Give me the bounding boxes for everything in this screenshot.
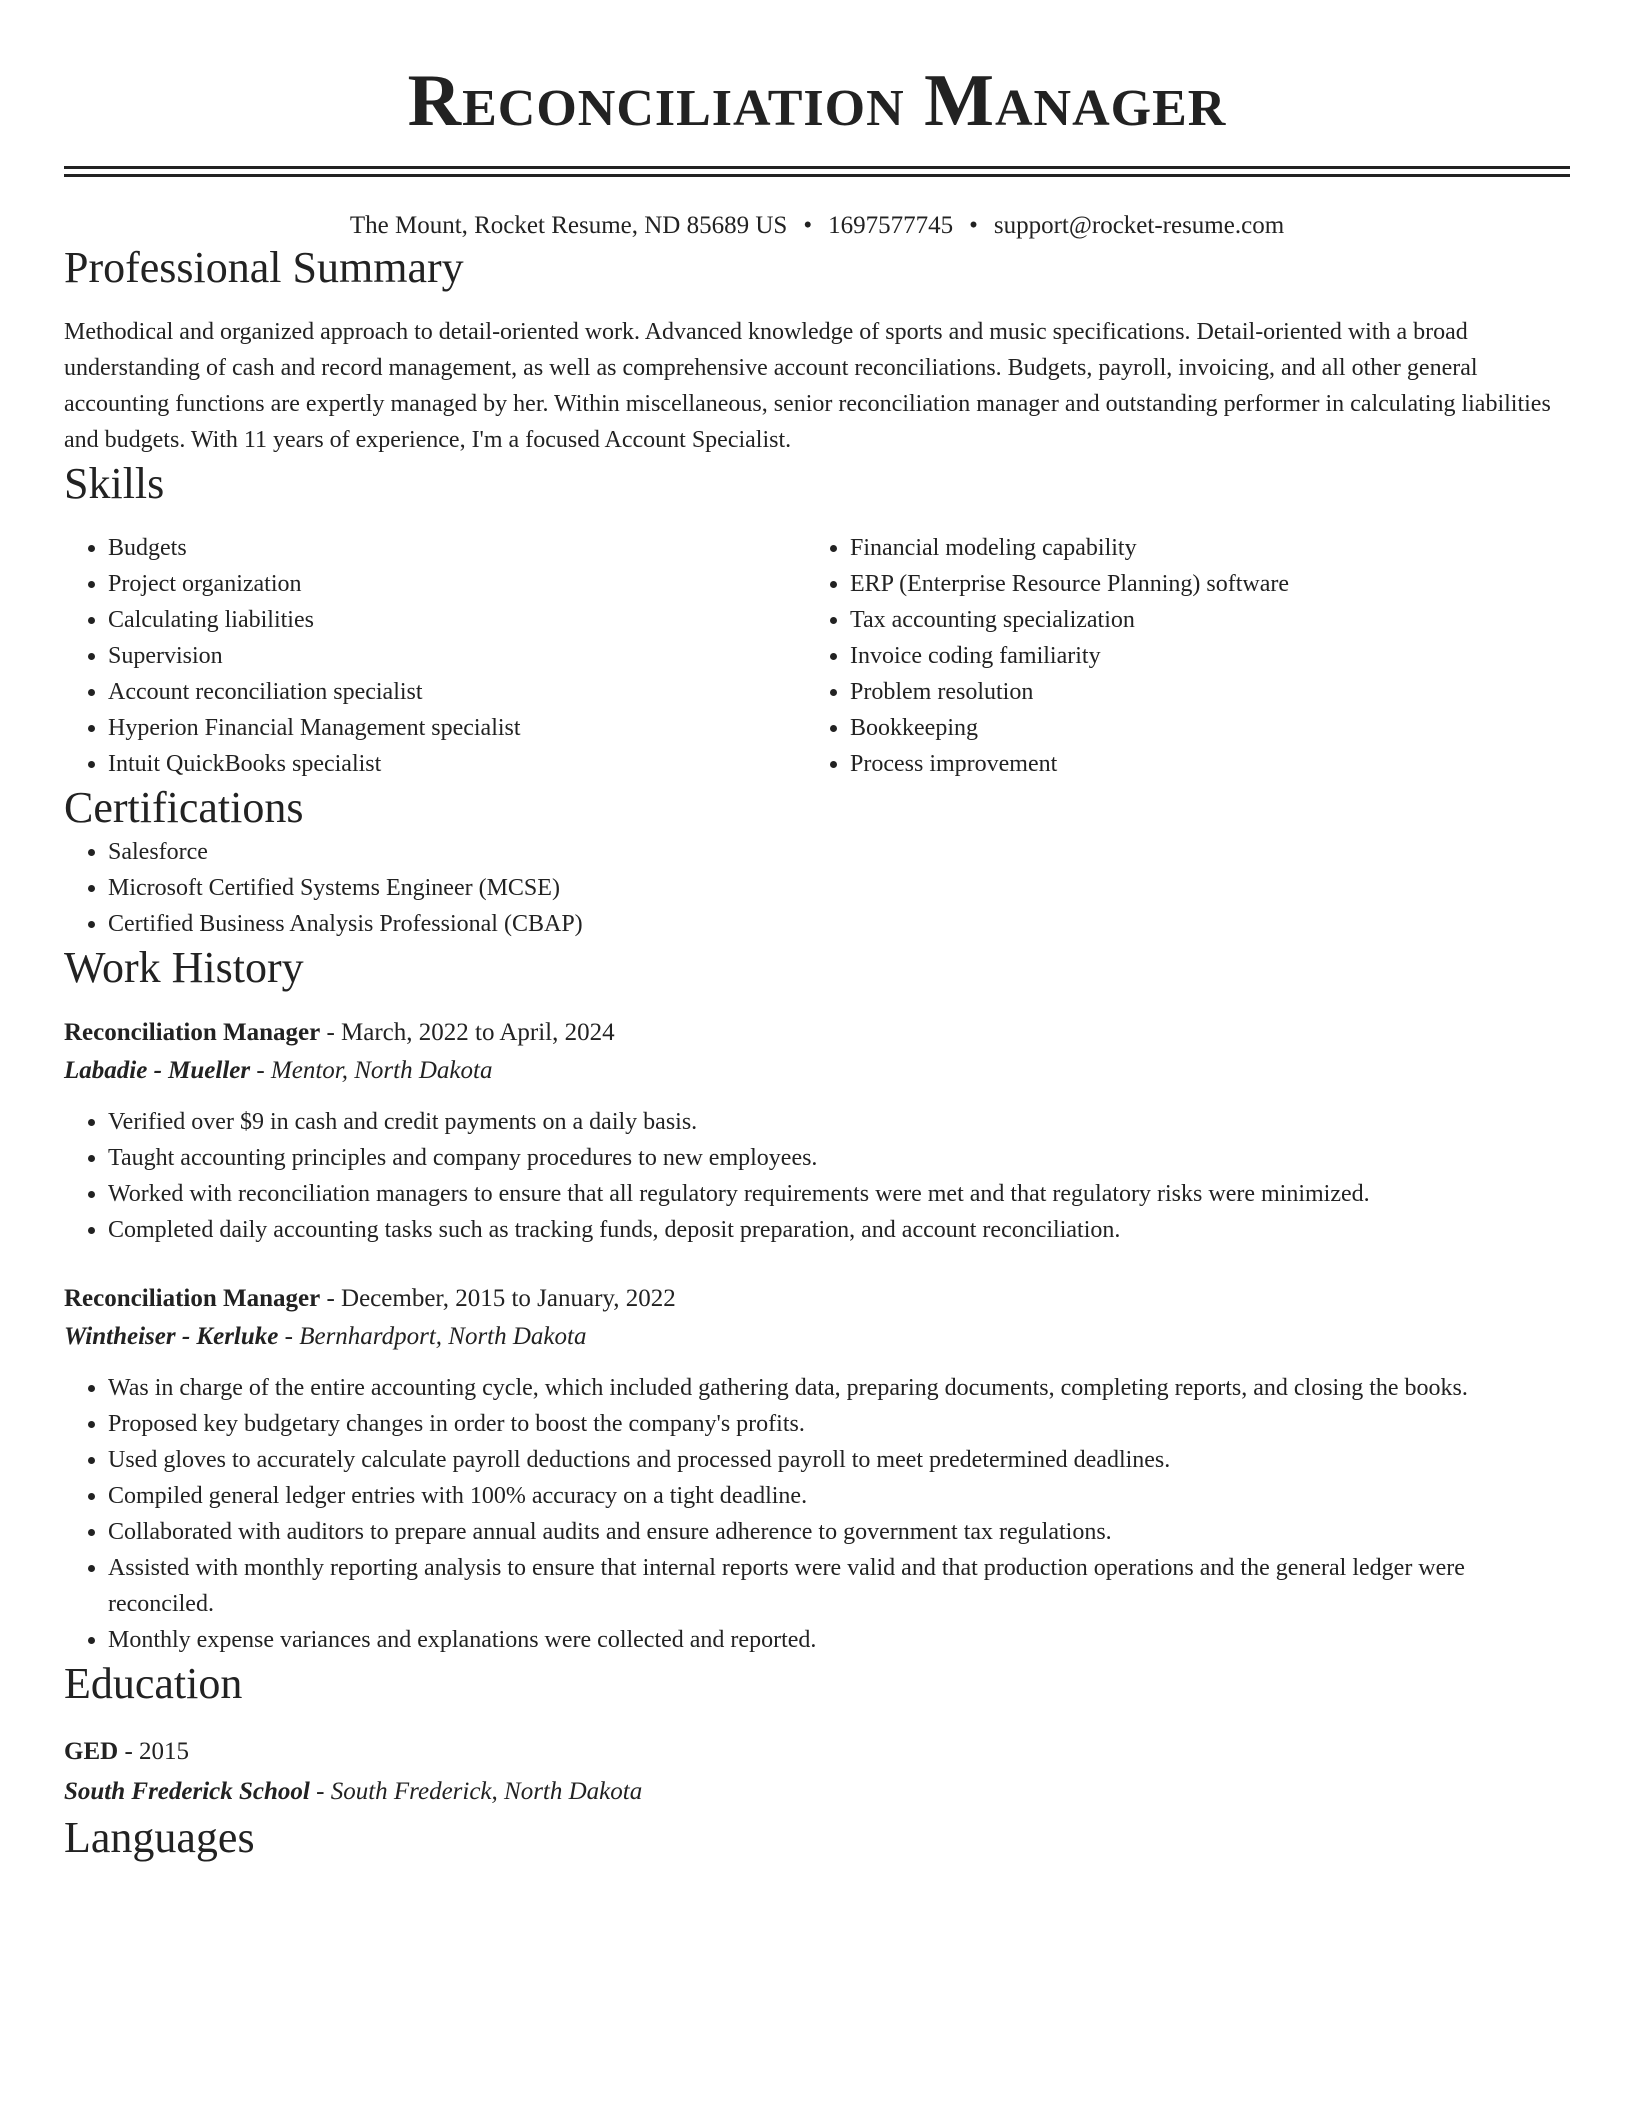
skill-item: • Invoice coding familiarity	[850, 638, 1548, 674]
skill-item: • Process improvement	[850, 746, 1548, 782]
header-rule-bottom	[64, 174, 1570, 177]
summary-heading: Professional Summary	[64, 243, 464, 292]
skills-heading: Skills	[64, 459, 165, 508]
contact-phone: 1697577745	[828, 212, 954, 239]
skills-column-right	[806, 530, 1548, 782]
job-title-line: Reconciliation Manager - March, 2022 to April, 2024	[64, 1019, 615, 1046]
job-bullet: • Verified over $9 in cash and credit payments on a daily basis.	[108, 1104, 1570, 1140]
skill-item: • Budgets	[108, 530, 806, 566]
skill-item: • Account reconciliation specialist	[108, 674, 806, 710]
skills-list	[64, 530, 1570, 782]
resume-name: Reconciliation Manager	[407, 60, 1227, 142]
education-school-line: South Frederick School - South Frederick, North Dakota	[64, 1778, 643, 1805]
job-entry	[64, 1280, 1570, 1658]
education-location: South Frederick, North Dakota	[330, 1778, 643, 1805]
job-location: Mentor, North Dakota	[270, 1057, 493, 1084]
summary-text: Methodical and organized approach to detail-oriented work. Advanced knowledge of sports and music specifications. Detail-oriented with a broad understanding of cash and record management, as well as comprehensive account reconciliations. Budgets, payroll, invoicing, and all other general accounting functions are expertly managed by her. Within miscellaneous, senior reconciliation manager and outstanding performer in calculating liabilities and budgets. With 11 years of experience, I'm a focused Account Specialist.	[64, 319, 1551, 453]
job-company-line: Labadie - Mueller - Mentor, North Dakota	[64, 1057, 493, 1084]
job-title-line: Reconciliation Manager - December, 2015 to January, 2022	[64, 1285, 676, 1312]
certifications-list	[64, 834, 1570, 942]
education-year: 2015	[139, 1738, 190, 1765]
job-bullet: • Proposed key budgetary changes in order to boost the company's profits.	[108, 1406, 1570, 1442]
certification-item: • Salesforce	[108, 834, 1570, 870]
languages-heading: Languages	[64, 1813, 255, 1862]
skill-item: • Calculating liabilities	[108, 602, 806, 638]
contact-separator: •	[969, 212, 978, 239]
education-degree: GED	[64, 1738, 119, 1765]
skill-item: • Bookkeeping	[850, 710, 1548, 746]
certification-item: • Certified Business Analysis Professional (CBAP)	[108, 906, 1570, 942]
job-bullets	[64, 1104, 1570, 1248]
education-school: South Frederick School	[64, 1778, 310, 1805]
job-bullet: • Used gloves to accurately calculate payroll deductions and processed payroll to meet predetermined deadlines.	[108, 1442, 1570, 1478]
job-title: Reconciliation Manager	[64, 1019, 321, 1046]
contact-email: support@rocket-resume.com	[993, 212, 1285, 239]
job-company-line: Wintheiser - Kerluke - Bernhardport, North Dakota	[64, 1323, 587, 1350]
job-bullet: • Monthly expense variances and explanations were collected and reported.	[108, 1622, 1570, 1658]
skill-item: • ERP (Enterprise Resource Planning) software	[850, 566, 1548, 602]
job-location: Bernhardport, North Dakota	[299, 1323, 587, 1350]
education-entry	[64, 1732, 1570, 1812]
skill-item: • Supervision	[108, 638, 806, 674]
skill-item: • Intuit QuickBooks specialist	[108, 746, 806, 782]
skill-item: • Hyperion Financial Management specialist	[108, 710, 806, 746]
job-entry	[64, 1014, 1570, 1248]
education-heading: Education	[64, 1659, 243, 1708]
job-bullet: • Worked with reconciliation managers to ensure that all regulatory requirements were met and that regulatory risks were minimized.	[108, 1176, 1570, 1212]
job-bullet: • Taught accounting principles and company procedures to new employees.	[108, 1140, 1570, 1176]
certifications-heading: Certifications	[64, 783, 304, 832]
education-degree-line: GED - 2015	[64, 1738, 190, 1765]
job-dates: December, 2015 to January, 2022	[341, 1285, 676, 1312]
job-dates: March, 2022 to April, 2024	[341, 1019, 615, 1046]
contact-separator: •	[803, 212, 813, 239]
skill-item: • Problem resolution	[850, 674, 1548, 710]
skill-item: • Project organization	[108, 566, 806, 602]
job-company: Labadie - Mueller	[64, 1057, 251, 1084]
skills-column-left	[64, 530, 806, 782]
skill-item: • Financial modeling capability	[850, 530, 1548, 566]
work-history-heading: Work History	[64, 943, 304, 992]
job-bullet: • Collaborated with auditors to prepare annual audits and ensure adherence to government tax regulations.	[108, 1514, 1570, 1550]
certification-item: • Microsoft Certified Systems Engineer (MCSE)	[108, 870, 1570, 906]
job-bullet: • Completed daily accounting tasks such as tracking funds, deposit preparation, and account reconciliation.	[108, 1212, 1570, 1248]
job-bullet: • Was in charge of the entire accounting cycle, which included gathering data, preparing documents, completing reports, and closing the books.	[108, 1370, 1570, 1406]
job-bullets	[64, 1370, 1570, 1658]
contact-line	[64, 210, 1570, 242]
resume-page	[64, 0, 1570, 1864]
job-bullet: • Assisted with monthly reporting analysis to ensure that internal reports were valid and that production operations and the general ledger were reconciled.	[108, 1550, 1570, 1622]
skill-item: • Tax accounting specialization	[850, 602, 1548, 638]
job-company: Wintheiser - Kerluke	[64, 1323, 279, 1350]
contact-address: The Mount, Rocket Resume, ND 85689 US	[349, 212, 788, 239]
job-title: Reconciliation Manager	[64, 1285, 321, 1312]
job-bullet: • Compiled general ledger entries with 100% accuracy on a tight deadline.	[108, 1478, 1570, 1514]
